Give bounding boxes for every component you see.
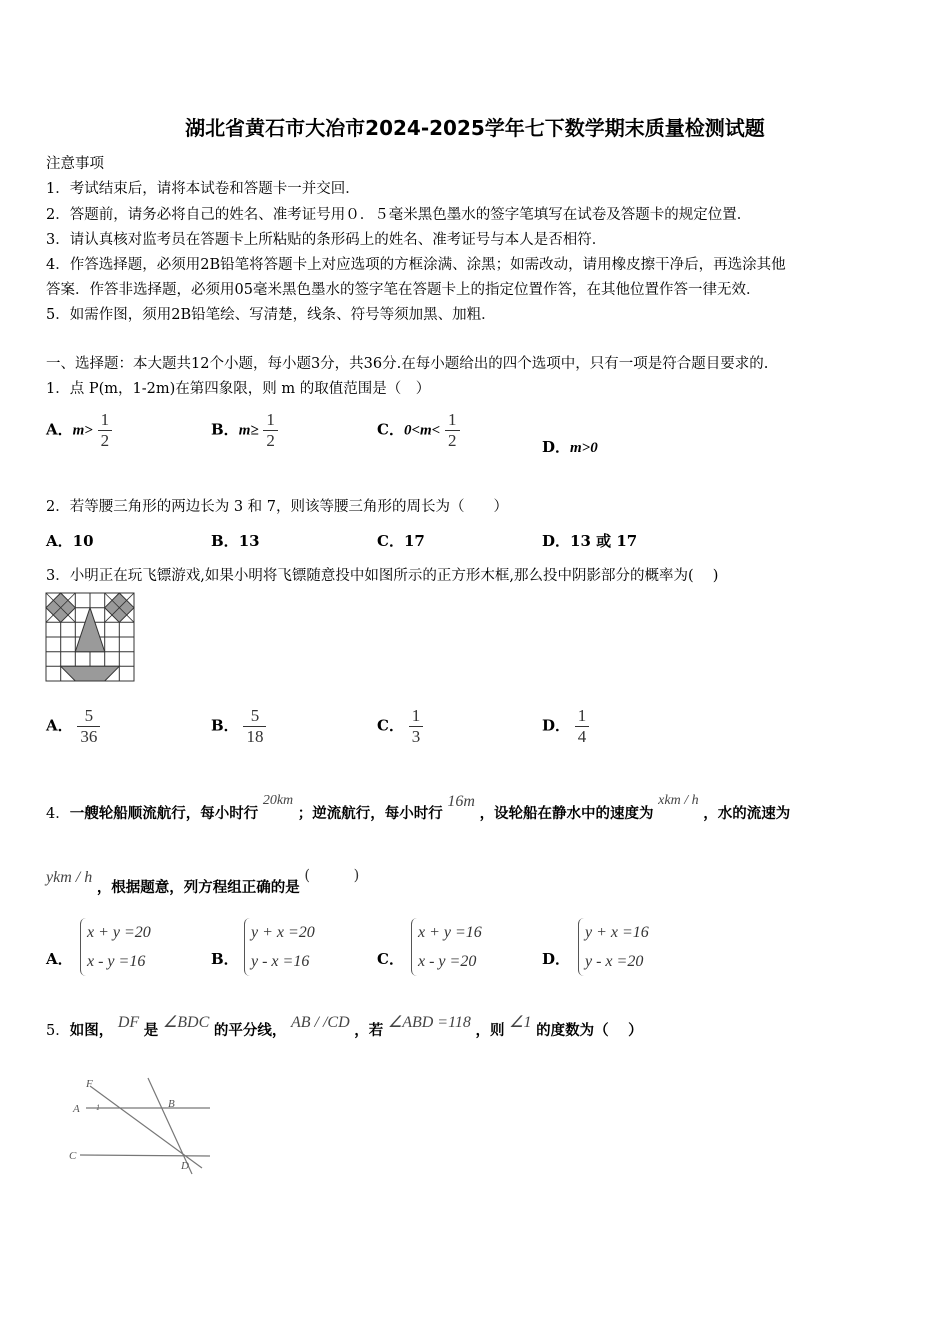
question-3-stem: 3．小明正在玩飞镖游戏,如果小明将飞镖随意投中如图所示的正方形木框,那么投中阴影部分的概率为( ) — [46, 568, 719, 584]
q3-option-b[interactable] — [211, 706, 266, 747]
q4-option-a-system[interactable]: x + y =20 x - y =16 — [80, 918, 151, 976]
question-4-stem: 4．一艘轮船顺流航行，每小时行 20km ；逆流航行，每小时行 16m ，设轮船在静水中的速度为 xkm / h ，水的流速为 — [46, 793, 791, 822]
q4-option-c-system[interactable]: x + y =16 x - y =20 — [411, 918, 482, 976]
notice-item: 2．答题前，请务必将自己的姓名、准考证号用０．５毫米黑色墨水的签字笔填写在试卷及答题卡的规定位置． — [46, 207, 752, 223]
label-d: D — [181, 1160, 189, 1172]
option-expr: 0<m< — [403, 422, 441, 439]
q4-option-d-label[interactable]: D． — [542, 950, 571, 968]
question-2-stem: 2．若等腰三角形的两边长为 3 和 7，则该等腰三角形的周长为（ ） — [46, 499, 509, 515]
option-expr: m> — [72, 422, 93, 439]
q4-option-b-system[interactable]: y + x =20 y - x =16 — [244, 918, 315, 976]
fraction: $\frac{1}{3}$ — [409, 706, 424, 747]
dartboard-figure — [45, 592, 137, 684]
question-4-stem-cont: ykm / h ，根据题意，列方程组正确的是 ( ) — [46, 868, 360, 896]
fraction: $\frac{1}{2}$ — [445, 410, 460, 451]
option-label: B． — [211, 420, 239, 439]
q4-option-c-label[interactable]: C． — [377, 950, 404, 968]
label-f: F — [86, 1078, 93, 1090]
fraction: $\frac{1}{4}$ — [575, 706, 590, 747]
fraction: $\frac{5}{36}$ — [77, 706, 100, 747]
q3-option-c[interactable] — [377, 706, 423, 747]
option-label: A． — [46, 716, 73, 735]
question-5-stem: 5．如图， DF 是 ∠BDC 的平分线， AB / /CD ，若 ∠ABD =118 ，则 ∠1 的度数为（ ） — [46, 1014, 643, 1039]
notice-item: 1．考试结束后，请将本试卷和答题卡一并交回． — [46, 181, 360, 197]
option-expr: m≥ — [238, 422, 259, 439]
parallel-lines-figure — [62, 1072, 222, 1182]
q4-option-a-label[interactable]: A． — [46, 950, 73, 968]
fraction: $\frac{5}{18}$ — [243, 706, 266, 747]
fraction: $\frac{1}{2}$ — [263, 410, 278, 451]
q2-option-a[interactable]: A．10 — [46, 532, 94, 550]
q4-option-b-label[interactable]: B． — [211, 950, 239, 968]
option-expr: m>0 — [570, 440, 598, 456]
question-1-stem: 1．点 P(m，1-2m)在第四象限，则 m 的取值范围是（ ） — [46, 381, 431, 397]
fraction: $\frac{1}{2}$ — [98, 410, 113, 451]
notice-item: 4．作答选择题，必须用2B铅笔将答题卡上对应选项的方框涂满、涂黑；如需改动，请用橡皮擦干净后，再选涂其他 — [46, 257, 786, 273]
page-title: 湖北省黄石市大冶市2024-2025学年七下数学期末质量检测试题 — [185, 116, 765, 140]
notice-item: 3．请认真核对监考员在答题卡上所粘贴的条形码上的姓名、准考证号与本人是否相符． — [46, 232, 607, 248]
q1-option-c[interactable] — [377, 410, 460, 451]
notice-heading: 注意事项 — [46, 156, 104, 172]
option-label: D． — [542, 438, 571, 456]
q1-option-b[interactable] — [211, 410, 278, 451]
label-b: B — [168, 1098, 175, 1110]
q4-option-d-system[interactable]: y + x =16 y - x =20 — [578, 918, 649, 976]
section-heading: 一、选择题：本大题共12个小题，每小题3分，共36分.在每小题给出的四个选项中，只有一项是符合题目要求的. — [46, 356, 769, 372]
q2-option-d[interactable]: D．13 或 17 — [542, 532, 638, 550]
option-label: B． — [211, 716, 239, 735]
q1-option-d[interactable] — [542, 436, 598, 457]
label-angle-1: 1 — [96, 1103, 100, 1112]
option-label: C． — [377, 420, 404, 439]
q1-option-a[interactable] — [46, 410, 112, 451]
q3-option-a[interactable] — [46, 706, 100, 747]
option-label: D． — [542, 716, 571, 735]
q2-option-c[interactable]: C．17 — [377, 532, 425, 550]
q3-option-d[interactable] — [542, 706, 589, 747]
option-label: A． — [46, 420, 73, 439]
notice-item: 5．如需作图，须用2B铅笔绘、写清楚，线条、符号等须加黑、加粗． — [46, 307, 496, 323]
notice-item: 答案．作答非选择题，必须用05毫米黑色墨水的签字笔在答题卡上的指定位置作答，在其他位置作答一律无效． — [46, 282, 761, 298]
label-a: A — [73, 1103, 80, 1115]
option-label: C． — [377, 716, 404, 735]
q2-option-b[interactable]: B．13 — [211, 532, 260, 550]
label-c: C — [69, 1150, 77, 1162]
